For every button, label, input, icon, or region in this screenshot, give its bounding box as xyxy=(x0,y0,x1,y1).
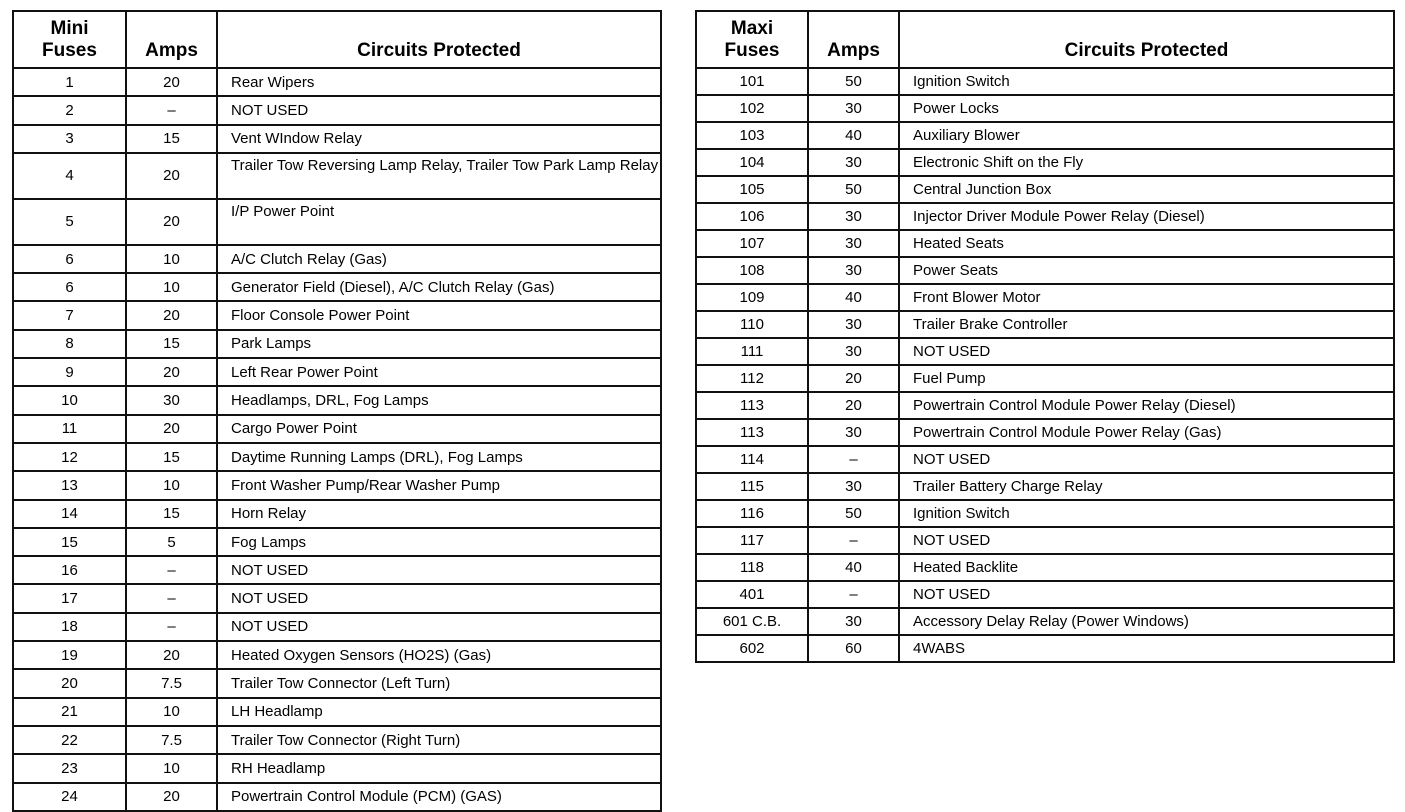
table-row xyxy=(696,392,1394,419)
table-row xyxy=(13,726,661,754)
amps-value: 10 xyxy=(126,698,217,726)
circuit-description: Powertrain Control Module (PCM) (GAS) xyxy=(217,783,661,811)
table-row xyxy=(696,608,1394,635)
circuit-description: Trailer Battery Charge Relay xyxy=(899,473,1394,500)
circuit-description: Trailer Brake Controller xyxy=(899,311,1394,338)
fuse-number: 105 xyxy=(696,176,808,203)
circuit-description: Ignition Switch xyxy=(899,500,1394,527)
header-amps xyxy=(126,11,217,68)
table-row xyxy=(696,500,1394,527)
table-row xyxy=(13,754,661,782)
amps-value: 30 xyxy=(808,95,899,122)
amps-value: 50 xyxy=(808,176,899,203)
fuse-number: 8 xyxy=(13,330,126,358)
fuse-number: 4 xyxy=(13,153,126,199)
header-amps xyxy=(808,11,899,68)
table-row xyxy=(696,365,1394,392)
amps-value: 30 xyxy=(808,473,899,500)
table-row xyxy=(13,641,661,669)
fuse-number: 112 xyxy=(696,365,808,392)
table-row xyxy=(696,527,1394,554)
circuit-description: Horn Relay xyxy=(217,500,661,528)
amps-value: 7.5 xyxy=(126,726,217,754)
fuse-number: 104 xyxy=(696,149,808,176)
fuse-number: 7 xyxy=(13,301,126,329)
circuit-description: Accessory Delay Relay (Power Windows) xyxy=(899,608,1394,635)
amps-value: 10 xyxy=(126,471,217,499)
fuse-number: 103 xyxy=(696,122,808,149)
fuse-number: 10 xyxy=(13,386,126,414)
circuit-description: Injector Driver Module Power Relay (Diesel) xyxy=(899,203,1394,230)
amps-value: 40 xyxy=(808,554,899,581)
circuit-description: Powertrain Control Module Power Relay (Gas) xyxy=(899,419,1394,446)
table-row xyxy=(696,284,1394,311)
header-circuits xyxy=(899,11,1394,68)
fuse-number: 602 xyxy=(696,635,808,662)
header-fuse xyxy=(13,11,126,68)
amps-value: 20 xyxy=(126,358,217,386)
header-line: Mini xyxy=(50,18,89,39)
fuse-number: 113 xyxy=(696,419,808,446)
circuit-description: A/C Clutch Relay (Gas) xyxy=(217,245,661,273)
amps-value: 50 xyxy=(808,68,899,95)
fuse-number: 3 xyxy=(13,125,126,153)
fuse-number: 111 xyxy=(696,338,808,365)
circuit-description: Heated Backlite xyxy=(899,554,1394,581)
circuit-description: Vent WIndow Relay xyxy=(217,125,661,153)
table-row xyxy=(13,669,661,697)
amps-value: – xyxy=(808,446,899,473)
fuse-number: 24 xyxy=(13,783,126,811)
amps-value: 20 xyxy=(126,301,217,329)
mini-fuses-table xyxy=(12,10,662,812)
header-line: Amps xyxy=(145,40,198,61)
table-row xyxy=(696,473,1394,500)
circuit-description: Park Lamps xyxy=(217,330,661,358)
header-line: Circuits Protected xyxy=(1064,40,1229,61)
circuit-description: Electronic Shift on the Fly xyxy=(899,149,1394,176)
table-header xyxy=(696,11,1394,68)
table-row xyxy=(696,338,1394,365)
fuse-number: 6 xyxy=(13,245,126,273)
amps-value: 15 xyxy=(126,330,217,358)
amps-value: 15 xyxy=(126,443,217,471)
amps-value: 30 xyxy=(808,311,899,338)
table-header xyxy=(13,11,661,68)
fuse-number: 11 xyxy=(13,415,126,443)
amps-value: 20 xyxy=(126,199,217,245)
circuit-description: Generator Field (Diesel), A/C Clutch Relay (Gas) xyxy=(217,273,661,301)
circuit-description: Floor Console Power Point xyxy=(217,301,661,329)
amps-value: 10 xyxy=(126,245,217,273)
amps-value: 30 xyxy=(808,149,899,176)
amps-value: 20 xyxy=(126,415,217,443)
table-row xyxy=(13,698,661,726)
amps-value: 7.5 xyxy=(126,669,217,697)
circuit-description: NOT USED xyxy=(217,96,661,124)
table-row xyxy=(13,556,661,584)
amps-value: 30 xyxy=(808,257,899,284)
table-row xyxy=(13,528,661,556)
fuse-number: 107 xyxy=(696,230,808,257)
table-row xyxy=(13,330,661,358)
fuse-number: 19 xyxy=(13,641,126,669)
circuit-description: Heated Seats xyxy=(899,230,1394,257)
table-row xyxy=(13,358,661,386)
fuse-number: 114 xyxy=(696,446,808,473)
circuit-description: Rear Wipers xyxy=(217,68,661,96)
circuit-description: Headlamps, DRL, Fog Lamps xyxy=(217,386,661,414)
table-row xyxy=(13,443,661,471)
amps-value: – xyxy=(808,581,899,608)
table-row xyxy=(696,203,1394,230)
table-row xyxy=(696,446,1394,473)
amps-value: – xyxy=(126,96,217,124)
circuit-description: NOT USED xyxy=(899,338,1394,365)
header-fuse xyxy=(696,11,808,68)
fuse-number: 6 xyxy=(13,273,126,301)
header-circuits xyxy=(217,11,661,68)
circuit-description: Cargo Power Point xyxy=(217,415,661,443)
circuit-description: Daytime Running Lamps (DRL), Fog Lamps xyxy=(217,443,661,471)
table-row xyxy=(696,230,1394,257)
fuse-number: 15 xyxy=(13,528,126,556)
header-line: Amps xyxy=(827,40,880,61)
fuse-number: 101 xyxy=(696,68,808,95)
fuse-number: 22 xyxy=(13,726,126,754)
table-row xyxy=(696,554,1394,581)
fuse-number: 601 C.B. xyxy=(696,608,808,635)
amps-value: 15 xyxy=(126,125,217,153)
circuit-description: Central Junction Box xyxy=(899,176,1394,203)
circuit-description: Heated Oxygen Sensors (HO2S) (Gas) xyxy=(217,641,661,669)
amps-value: – xyxy=(126,613,217,641)
amps-value: 20 xyxy=(126,641,217,669)
amps-value: – xyxy=(808,527,899,554)
amps-value: 10 xyxy=(126,754,217,782)
amps-value: 20 xyxy=(126,68,217,96)
table-row xyxy=(696,257,1394,284)
amps-value: 10 xyxy=(126,273,217,301)
amps-value: 20 xyxy=(126,153,217,199)
circuit-description: Fuel Pump xyxy=(899,365,1394,392)
fuse-number: 117 xyxy=(696,527,808,554)
table-row xyxy=(13,245,661,273)
circuit-description: Front Blower Motor xyxy=(899,284,1394,311)
maxi-fuses-table xyxy=(695,10,1395,663)
circuit-description: NOT USED xyxy=(217,584,661,612)
fuse-number: 2 xyxy=(13,96,126,124)
table-row xyxy=(13,415,661,443)
fuse-number: 9 xyxy=(13,358,126,386)
header-line: Circuits Protected xyxy=(357,40,521,61)
amps-value: 40 xyxy=(808,122,899,149)
table-row xyxy=(696,311,1394,338)
table-row xyxy=(696,68,1394,95)
fuse-number: 106 xyxy=(696,203,808,230)
header-line: Fuses xyxy=(42,40,97,61)
amps-value: – xyxy=(126,556,217,584)
fuse-number: 16 xyxy=(13,556,126,584)
circuit-description: Auxiliary Blower xyxy=(899,122,1394,149)
fuse-number: 5 xyxy=(13,199,126,245)
table-row xyxy=(696,635,1394,662)
table-row xyxy=(13,471,661,499)
circuit-description: NOT USED xyxy=(899,527,1394,554)
table-row xyxy=(13,584,661,612)
amps-value: 20 xyxy=(126,783,217,811)
table-row xyxy=(13,68,661,96)
circuit-description: Power Seats xyxy=(899,257,1394,284)
table-row xyxy=(13,199,661,245)
fuse-number: 18 xyxy=(13,613,126,641)
amps-value: 20 xyxy=(808,365,899,392)
amps-value: 40 xyxy=(808,284,899,311)
header-line: Maxi xyxy=(730,18,774,39)
table-row xyxy=(13,783,661,811)
amps-value: 50 xyxy=(808,500,899,527)
circuit-description: Fog Lamps xyxy=(217,528,661,556)
fuse-number: 116 xyxy=(696,500,808,527)
table-row xyxy=(13,386,661,414)
table-row xyxy=(13,613,661,641)
table-row xyxy=(696,176,1394,203)
fuse-number: 110 xyxy=(696,311,808,338)
fuse-number: 118 xyxy=(696,554,808,581)
circuit-description: RH Headlamp xyxy=(217,754,661,782)
circuit-description: Front Washer Pump/Rear Washer Pump xyxy=(217,471,661,499)
header-line: Fuses xyxy=(724,40,780,61)
circuit-description: Trailer Tow Reversing Lamp Relay, Trailer Tow Park Lamp Relay xyxy=(217,153,661,199)
amps-value: 30 xyxy=(126,386,217,414)
fuse-number: 401 xyxy=(696,581,808,608)
amps-value: 15 xyxy=(126,500,217,528)
circuit-description: NOT USED xyxy=(217,613,661,641)
fuse-number: 23 xyxy=(13,754,126,782)
circuit-description: Power Locks xyxy=(899,95,1394,122)
fuse-number: 21 xyxy=(13,698,126,726)
amps-value: 30 xyxy=(808,419,899,446)
fuse-number: 14 xyxy=(13,500,126,528)
fuse-number: 109 xyxy=(696,284,808,311)
circuit-description: NOT USED xyxy=(899,581,1394,608)
circuit-description: NOT USED xyxy=(217,556,661,584)
fuse-number: 1 xyxy=(13,68,126,96)
amps-value: 5 xyxy=(126,528,217,556)
table-row xyxy=(13,125,661,153)
circuit-description: 4WABS xyxy=(899,635,1394,662)
fuse-number: 20 xyxy=(13,669,126,697)
fuse-number: 115 xyxy=(696,473,808,500)
circuit-description: Trailer Tow Connector (Right Turn) xyxy=(217,726,661,754)
circuit-description: I/P Power Point xyxy=(217,199,661,245)
circuit-description: Ignition Switch xyxy=(899,68,1394,95)
table-row xyxy=(13,301,661,329)
amps-value: 60 xyxy=(808,635,899,662)
amps-value: 30 xyxy=(808,230,899,257)
fuse-number: 113 xyxy=(696,392,808,419)
circuit-description: Trailer Tow Connector (Left Turn) xyxy=(217,669,661,697)
table-row xyxy=(696,149,1394,176)
table-row xyxy=(696,419,1394,446)
table-row xyxy=(13,153,661,199)
table-row xyxy=(696,581,1394,608)
amps-value: 20 xyxy=(808,392,899,419)
amps-value: 30 xyxy=(808,203,899,230)
amps-value: 30 xyxy=(808,338,899,365)
circuit-description: LH Headlamp xyxy=(217,698,661,726)
amps-value: 30 xyxy=(808,608,899,635)
circuit-description: Left Rear Power Point xyxy=(217,358,661,386)
table-row xyxy=(13,96,661,124)
circuit-description: NOT USED xyxy=(899,446,1394,473)
fuse-number: 17 xyxy=(13,584,126,612)
table-row xyxy=(13,500,661,528)
fuse-number: 12 xyxy=(13,443,126,471)
table-row xyxy=(13,273,661,301)
fuse-number: 102 xyxy=(696,95,808,122)
table-row xyxy=(696,122,1394,149)
fuse-number: 13 xyxy=(13,471,126,499)
amps-value: – xyxy=(126,584,217,612)
table-row xyxy=(696,95,1394,122)
fuse-number: 108 xyxy=(696,257,808,284)
circuit-description: Powertrain Control Module Power Relay (Diesel) xyxy=(899,392,1394,419)
